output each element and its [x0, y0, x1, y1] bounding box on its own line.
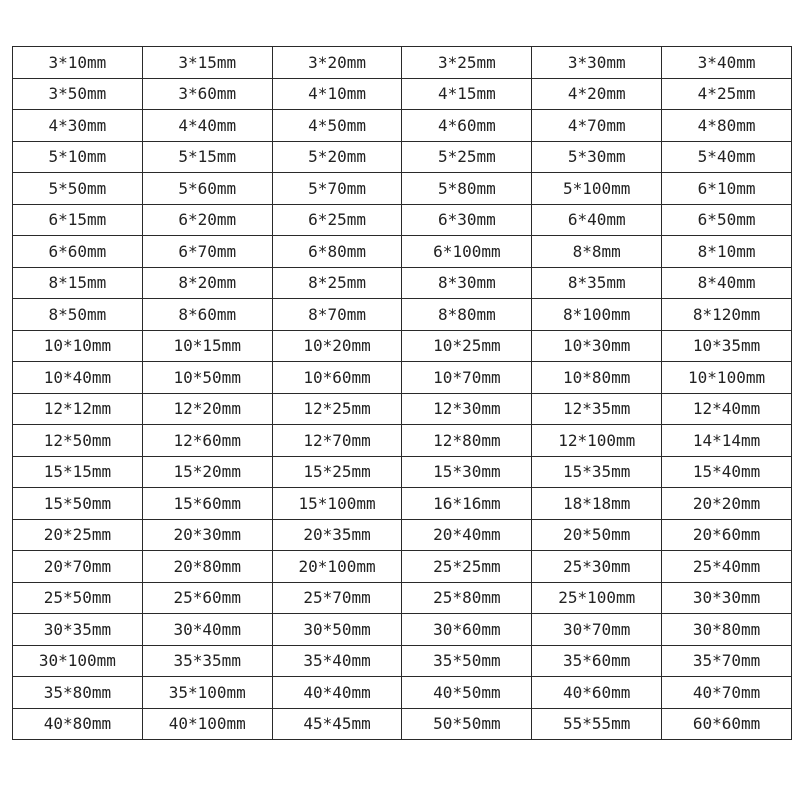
size-cell: 15*35mm	[532, 456, 662, 488]
size-cell: 15*60mm	[142, 488, 272, 520]
size-cell: 6*80mm	[272, 236, 402, 268]
size-cell: 10*60mm	[272, 362, 402, 394]
table-row	[13, 614, 792, 646]
size-cell: 6*70mm	[142, 236, 272, 268]
size-cell: 12*40mm	[662, 393, 792, 425]
size-cell: 20*40mm	[402, 519, 532, 551]
size-cell: 15*50mm	[13, 488, 143, 520]
size-cell: 4*30mm	[13, 110, 143, 142]
size-cell: 20*70mm	[13, 551, 143, 583]
size-cell: 10*70mm	[402, 362, 532, 394]
size-cell: 3*25mm	[402, 47, 532, 79]
size-cell: 12*20mm	[142, 393, 272, 425]
size-cell: 35*100mm	[142, 677, 272, 709]
size-cell: 18*18mm	[532, 488, 662, 520]
size-cell: 25*80mm	[402, 582, 532, 614]
size-cell: 12*30mm	[402, 393, 532, 425]
size-cell: 8*50mm	[13, 299, 143, 331]
size-cell: 40*60mm	[532, 677, 662, 709]
size-cell: 5*60mm	[142, 173, 272, 205]
size-cell: 8*25mm	[272, 267, 402, 299]
table-row	[13, 393, 792, 425]
size-cell: 12*50mm	[13, 425, 143, 457]
size-cell: 40*100mm	[142, 708, 272, 740]
size-cell: 10*15mm	[142, 330, 272, 362]
size-cell: 3*10mm	[13, 47, 143, 79]
size-cell: 5*70mm	[272, 173, 402, 205]
size-cell: 5*30mm	[532, 141, 662, 173]
size-cell: 3*20mm	[272, 47, 402, 79]
size-cell: 12*25mm	[272, 393, 402, 425]
size-cell: 3*30mm	[532, 47, 662, 79]
table-row	[13, 519, 792, 551]
size-cell: 25*100mm	[532, 582, 662, 614]
size-cell: 5*15mm	[142, 141, 272, 173]
table-row	[13, 456, 792, 488]
size-cell: 10*50mm	[142, 362, 272, 394]
size-cell: 4*60mm	[402, 110, 532, 142]
size-cell: 12*60mm	[142, 425, 272, 457]
size-cell: 25*25mm	[402, 551, 532, 583]
table-row	[13, 551, 792, 583]
size-cell: 15*30mm	[402, 456, 532, 488]
size-cell: 8*8mm	[532, 236, 662, 268]
size-cell: 8*70mm	[272, 299, 402, 331]
size-cell: 30*60mm	[402, 614, 532, 646]
size-cell: 12*80mm	[402, 425, 532, 457]
size-cell: 35*50mm	[402, 645, 532, 677]
table-row	[13, 330, 792, 362]
size-table-body	[13, 47, 792, 740]
size-cell: 10*10mm	[13, 330, 143, 362]
size-cell: 10*20mm	[272, 330, 402, 362]
size-cell: 25*50mm	[13, 582, 143, 614]
size-cell: 8*100mm	[532, 299, 662, 331]
size-cell: 8*35mm	[532, 267, 662, 299]
size-cell: 30*70mm	[532, 614, 662, 646]
table-row	[13, 677, 792, 709]
size-cell: 5*10mm	[13, 141, 143, 173]
size-cell: 3*60mm	[142, 78, 272, 110]
size-cell: 35*60mm	[532, 645, 662, 677]
size-cell: 15*40mm	[662, 456, 792, 488]
size-cell: 20*30mm	[142, 519, 272, 551]
size-cell: 5*50mm	[13, 173, 143, 205]
size-cell: 35*40mm	[272, 645, 402, 677]
size-cell: 6*40mm	[532, 204, 662, 236]
size-cell: 20*100mm	[272, 551, 402, 583]
size-cell: 5*80mm	[402, 173, 532, 205]
size-cell: 6*15mm	[13, 204, 143, 236]
size-cell: 4*70mm	[532, 110, 662, 142]
size-cell: 25*40mm	[662, 551, 792, 583]
size-cell: 4*20mm	[532, 78, 662, 110]
size-cell: 20*60mm	[662, 519, 792, 551]
size-cell: 6*30mm	[402, 204, 532, 236]
size-cell: 14*14mm	[662, 425, 792, 457]
size-cell: 40*50mm	[402, 677, 532, 709]
size-cell: 8*10mm	[662, 236, 792, 268]
size-cell: 15*100mm	[272, 488, 402, 520]
size-cell: 6*25mm	[272, 204, 402, 236]
size-cell: 5*25mm	[402, 141, 532, 173]
table-row	[13, 47, 792, 79]
size-cell: 4*25mm	[662, 78, 792, 110]
size-cell: 8*60mm	[142, 299, 272, 331]
table-row	[13, 173, 792, 205]
size-cell: 60*60mm	[662, 708, 792, 740]
size-cell: 4*40mm	[142, 110, 272, 142]
size-cell: 12*100mm	[532, 425, 662, 457]
size-cell: 15*15mm	[13, 456, 143, 488]
size-cell: 20*20mm	[662, 488, 792, 520]
size-cell: 4*80mm	[662, 110, 792, 142]
table-row	[13, 645, 792, 677]
table-row	[13, 582, 792, 614]
table-row	[13, 362, 792, 394]
size-cell: 25*70mm	[272, 582, 402, 614]
size-cell: 10*35mm	[662, 330, 792, 362]
size-cell: 40*80mm	[13, 708, 143, 740]
size-cell: 25*60mm	[142, 582, 272, 614]
size-cell: 10*40mm	[13, 362, 143, 394]
size-cell: 12*35mm	[532, 393, 662, 425]
size-cell: 15*20mm	[142, 456, 272, 488]
size-cell: 20*50mm	[532, 519, 662, 551]
table-row	[13, 110, 792, 142]
size-cell: 10*25mm	[402, 330, 532, 362]
size-cell: 10*100mm	[662, 362, 792, 394]
table-row	[13, 708, 792, 740]
table-row	[13, 488, 792, 520]
size-cell: 12*12mm	[13, 393, 143, 425]
table-row	[13, 236, 792, 268]
size-cell: 3*50mm	[13, 78, 143, 110]
size-cell: 50*50mm	[402, 708, 532, 740]
size-cell: 15*25mm	[272, 456, 402, 488]
size-cell: 3*15mm	[142, 47, 272, 79]
size-cell: 25*30mm	[532, 551, 662, 583]
table-row	[13, 299, 792, 331]
size-table	[12, 46, 792, 740]
size-cell: 30*80mm	[662, 614, 792, 646]
size-cell: 45*45mm	[272, 708, 402, 740]
size-cell: 12*70mm	[272, 425, 402, 457]
table-row	[13, 267, 792, 299]
size-cell: 8*15mm	[13, 267, 143, 299]
table-row	[13, 78, 792, 110]
size-cell: 35*70mm	[662, 645, 792, 677]
size-cell: 55*55mm	[532, 708, 662, 740]
size-cell: 30*100mm	[13, 645, 143, 677]
size-cell: 40*40mm	[272, 677, 402, 709]
size-cell: 6*50mm	[662, 204, 792, 236]
size-cell: 30*35mm	[13, 614, 143, 646]
size-cell: 6*100mm	[402, 236, 532, 268]
size-cell: 5*20mm	[272, 141, 402, 173]
size-cell: 6*10mm	[662, 173, 792, 205]
table-row	[13, 204, 792, 236]
size-cell: 8*120mm	[662, 299, 792, 331]
size-cell: 5*40mm	[662, 141, 792, 173]
size-cell: 16*16mm	[402, 488, 532, 520]
size-cell: 35*35mm	[142, 645, 272, 677]
size-cell: 20*25mm	[13, 519, 143, 551]
size-cell: 30*30mm	[662, 582, 792, 614]
size-cell: 20*35mm	[272, 519, 402, 551]
size-cell: 8*20mm	[142, 267, 272, 299]
size-cell: 8*40mm	[662, 267, 792, 299]
size-cell: 30*40mm	[142, 614, 272, 646]
size-cell: 4*15mm	[402, 78, 532, 110]
size-cell: 10*80mm	[532, 362, 662, 394]
size-cell: 3*40mm	[662, 47, 792, 79]
size-cell: 10*30mm	[532, 330, 662, 362]
table-row	[13, 141, 792, 173]
size-cell: 20*80mm	[142, 551, 272, 583]
size-cell: 6*20mm	[142, 204, 272, 236]
size-cell: 40*70mm	[662, 677, 792, 709]
size-cell: 30*50mm	[272, 614, 402, 646]
size-cell: 8*80mm	[402, 299, 532, 331]
size-cell: 6*60mm	[13, 236, 143, 268]
size-cell: 5*100mm	[532, 173, 662, 205]
size-cell: 4*50mm	[272, 110, 402, 142]
size-cell: 35*80mm	[13, 677, 143, 709]
size-cell: 8*30mm	[402, 267, 532, 299]
size-cell: 4*10mm	[272, 78, 402, 110]
table-row	[13, 425, 792, 457]
